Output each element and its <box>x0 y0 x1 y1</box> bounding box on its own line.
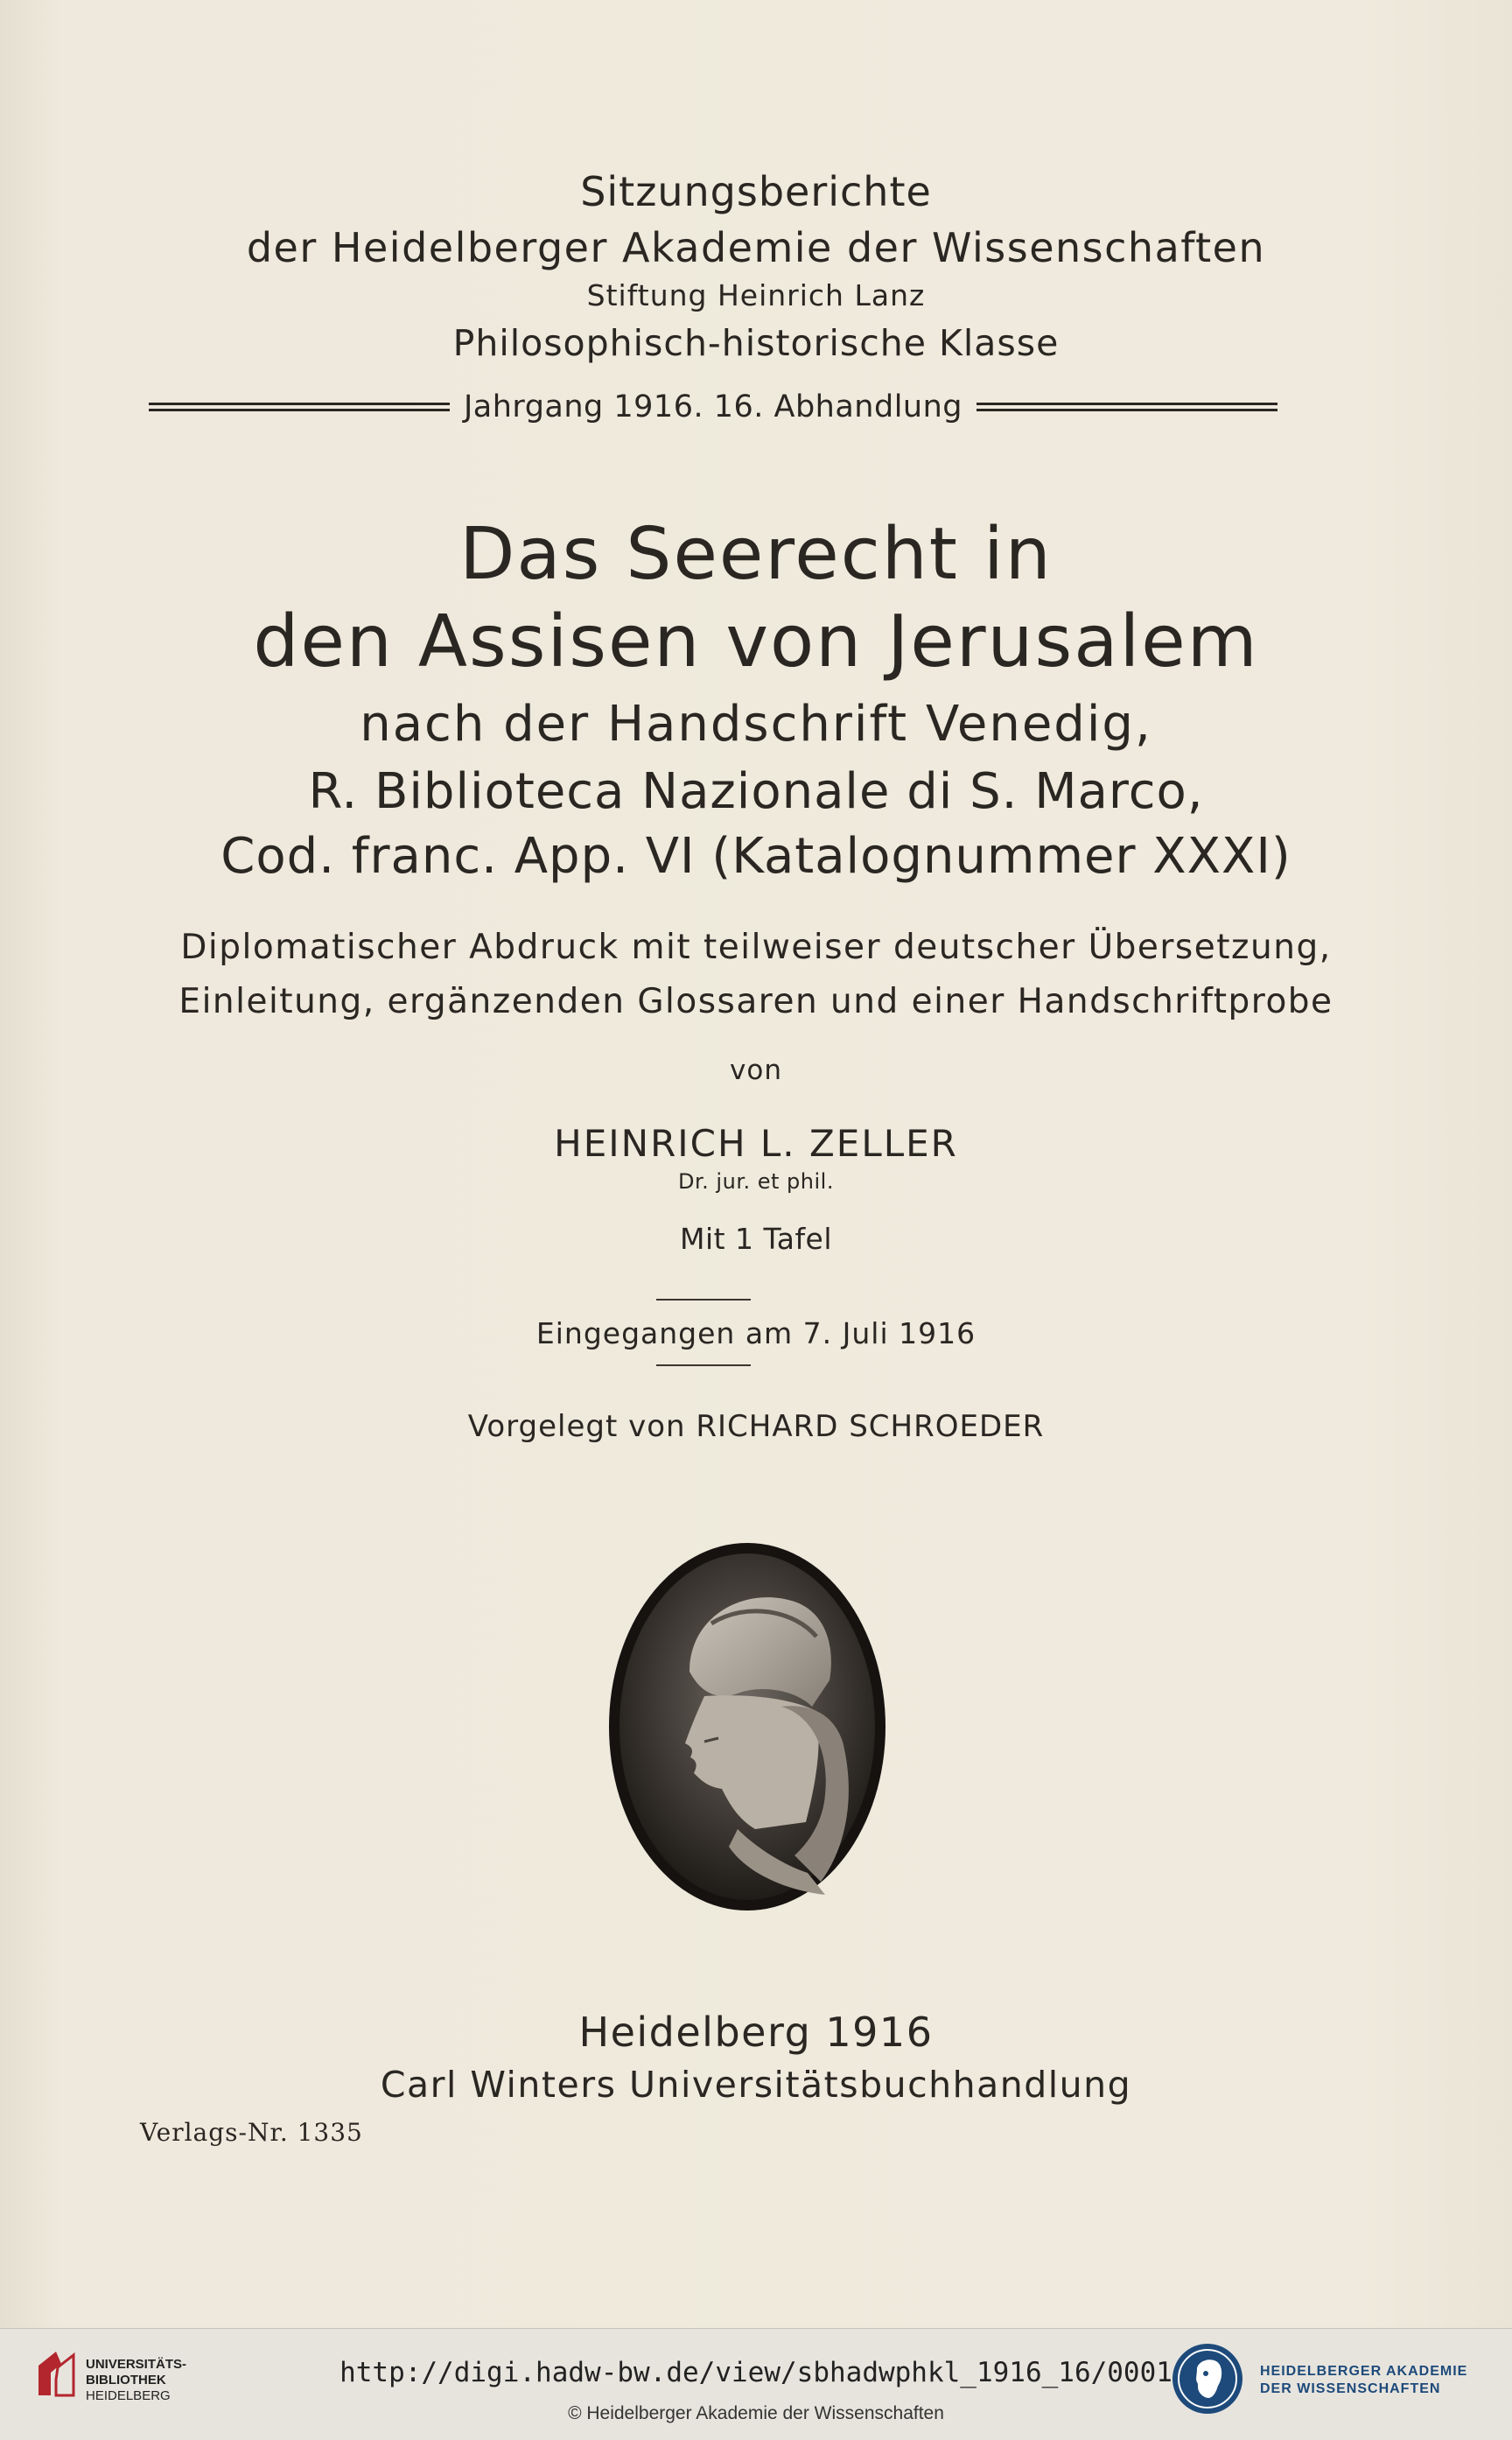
class-name: Philosophisch-historische Klasse <box>452 322 1060 364</box>
ub-line-3: HEIDELBERG <box>86 2388 171 2403</box>
by-label: von <box>730 1055 782 1086</box>
copyright-notice: © Heidelberger Akademie der Wissenschaften <box>568 2403 944 2423</box>
description-line-1: Diplomatischer Abdruck mit teilweiser deutscher Übersetzung, <box>180 928 1332 967</box>
presented-by: Vorgelegt von RICHARD SCHROEDER <box>467 1409 1045 1444</box>
imprint-city-year: Heidelberg 1916 <box>578 2009 934 2056</box>
short-rule-bottom <box>656 1364 751 1366</box>
received-date: Eingegangen am 7. Juli 1916 <box>536 1316 976 1350</box>
double-rule-right <box>976 403 1278 411</box>
permalink-url[interactable]: http://digi.hadw-bw.de/view/sbhadwphkl_1916_16/0001 <box>340 2357 1172 2388</box>
double-rule-left <box>149 403 450 411</box>
subtitle-line-2: R. Biblioteca Nazionale di S. Marco, <box>308 763 1204 820</box>
subtitle-line-3: Cod. franc. App. VI (Katalognummer XXXI) <box>220 828 1292 885</box>
ub-line-1: UNIVERSITÄTS- <box>86 2357 187 2372</box>
author-name: HEINRICH L. ZELLER <box>554 1122 958 1165</box>
volume-rule-row <box>149 385 1278 429</box>
imprint-publisher: Carl Winters Universitätsbuchhandlung <box>380 2064 1132 2106</box>
main-title-line-2: den Assisen von Jerusalem <box>253 600 1259 684</box>
athena-medallion-image <box>606 1540 888 1913</box>
main-title-line-1: Das Seerecht in <box>459 513 1053 596</box>
plates-note: Mit 1 Tafel <box>679 1222 833 1256</box>
foundation-name: Stiftung Heinrich Lanz <box>586 278 926 312</box>
description-line-2: Einleitung, ergänzenden Glossaren und einer Handschriftprobe <box>178 982 1334 1021</box>
volume-label: Jahrgang 1916. 16. Abhandlung <box>463 389 963 424</box>
academy-name-footer[interactable] <box>1260 2363 1467 2398</box>
short-rule-top <box>656 1299 751 1301</box>
hadw-line-1: HEIDELBERGER AKADEMIE <box>1260 2364 1468 2379</box>
hadw-line-2: DER WISSENSCHAFTEN <box>1260 2381 1441 2396</box>
academy-name: der Heidelberger Akademie der Wissenschaften <box>246 224 1266 271</box>
subtitle-line-1: nach der Handschrift Venedig, <box>360 696 1152 753</box>
ub-line-2: BIBLIOTHEK <box>86 2373 166 2387</box>
series-title: Sitzungsberichte <box>580 168 932 215</box>
academy-seal-icon[interactable] <box>1171 2342 1244 2415</box>
verlag-number: Verlags-Nr. 1335 <box>140 2118 363 2147</box>
author-degree: Dr. jur. et phil. <box>678 1169 834 1194</box>
